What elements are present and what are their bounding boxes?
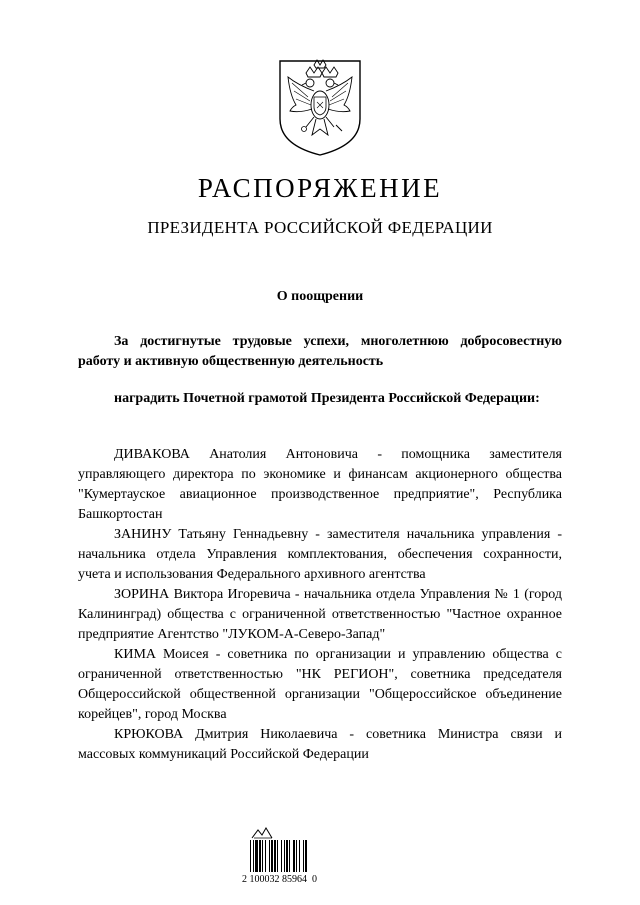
- barcode-area: [242, 826, 342, 898]
- awardee-item: ЗАНИНУ Татьяну Геннадьевну - заместителя начальника управления - начальника отдела Управления комплектования, обеспечения сохранности, учета и использования Федерального архивного агентства: [78, 527, 562, 582]
- emblem: [270, 55, 370, 159]
- russian-coat-of-arms-icon: [270, 55, 370, 159]
- awardee-list: [78, 445, 562, 765]
- barcode-number: 2 100032 85964 0: [242, 874, 317, 885]
- awardee-item: КРЮКОВА Дмитрия Николаевича - советника Министра связи и массовых коммуникаций Российской Федерации: [78, 727, 562, 762]
- awardee-item: ДИВАКОВА Анатолия Антоновича - помощника заместителя управляющего директора по экономике и финансам акционерного общества "Кумертауское авиационное производственное предприятие", Республика Башкортостан: [78, 447, 562, 522]
- document-topic: О поощрении: [276, 289, 364, 304]
- intro-paragraph: За достигнутые трудовые успехи, многолетнюю добросовестную работу и активную общественную деятельность: [78, 334, 562, 369]
- document-title: РАСПОРЯЖЕНИЕ: [197, 173, 443, 203]
- document-subtitle: ПРЕЗИДЕНТА РОССИЙСКОЙ ФЕДЕРАЦИИ: [147, 218, 493, 237]
- awardee-item: ЗОРИНА Виктора Игоревича - начальника отдела Управления № 1 (город Калининград) общества с ограниченной ответственностью "Частное охранное предприятие Агентство "ЛУКОМ-А-Северо-Запад": [78, 587, 562, 642]
- award-paragraph: наградить Почетной грамотой Президента Российской Федерации:: [114, 391, 540, 406]
- print-stamp-icon: [250, 826, 276, 840]
- barcode-icon: [250, 840, 330, 872]
- awardee-item: КИМА Моисея - советника по организации и управлению общества с ограниченной ответственностью "НК РЕГИОН", советника председателя Общероссийской общественной организации "Общероссийское объединение корейцев", город Москва: [78, 647, 562, 722]
